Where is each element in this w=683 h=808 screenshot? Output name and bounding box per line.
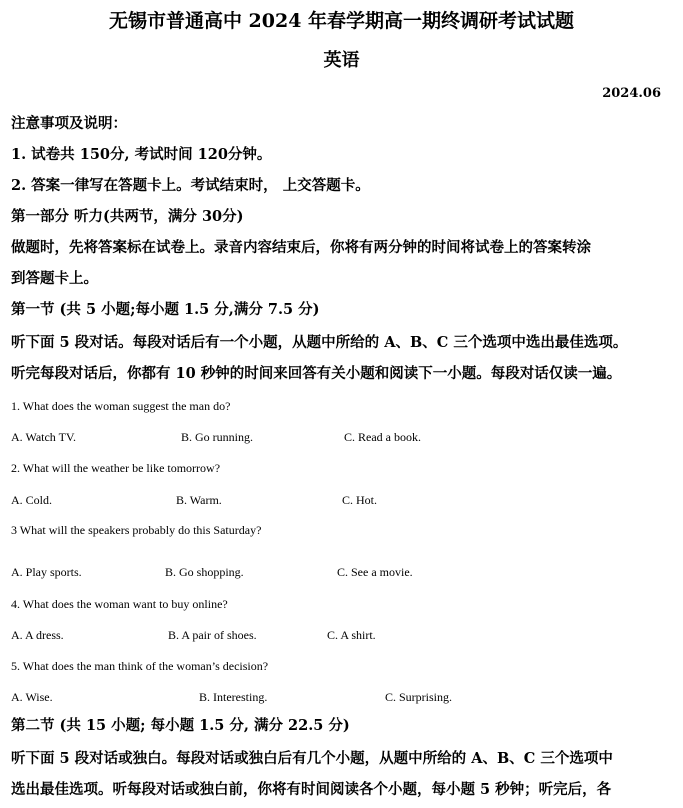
question-3-option-c: C. See a movie.: [337, 565, 413, 579]
notes-heading: 注意事项及说明：: [11, 115, 127, 132]
question-5-option-b: B. Interesting.: [199, 690, 268, 704]
question-5-option-c: C. Surprising.: [385, 690, 453, 704]
question-1-option-a: A. Watch TV.: [11, 430, 77, 444]
question-2-option-a: A. Cold.: [11, 493, 53, 507]
question-3: 3 What will the speakers probably do this Saturday?: [11, 523, 262, 537]
question-4-option-c: C. A shirt.: [327, 628, 376, 642]
question-3-option-a: A. Play sports.: [11, 565, 82, 579]
question-2: 2. What will the weather be like tomorrow?: [11, 461, 221, 475]
subject-title: 英语: [323, 50, 360, 71]
section1-heading: 第一节 (共 5 小题;每小题 1.5 分,满分 7.5 分): [11, 301, 320, 318]
section2-instruction-line-2: 选出最佳选项。听每段对话或独白前，你将有时间阅读各个小题，每小题 5 秒钟；听完后，各: [11, 781, 612, 798]
exam-title: 无锡市普通高中 2024 年春学期高一期终调研考试试题: [108, 10, 575, 32]
note-item-1: 1. 试卷共 150分, 考试时间 120分钟。: [11, 146, 272, 163]
question-4-option-b: B. A pair of shoes.: [168, 628, 257, 642]
question-2-option-b: B. Warm.: [176, 493, 222, 507]
question-3-option-b: B. Go shopping.: [165, 565, 244, 579]
section2-heading: 第二节 (共 15 小题; 每小题 1.5 分, 满分 22.5 分): [11, 717, 350, 734]
question-2-option-c: C. Hot.: [342, 493, 378, 507]
part1-intro-line-1: 做题时，先将答案标在试卷上。录音内容结束后，你将有两分钟的时间将试卷上的答案转涂: [11, 239, 591, 256]
section1-instruction-line-2: 听完每段对话后，你都有 10 秒钟的时间来回答有关小题和阅读下一小题。每段对话仅读一遍。: [11, 365, 622, 382]
question-1-option-c: C. Read a book.: [344, 430, 421, 444]
note-item-2: 2. 答案一律写在答题卡上。考试结束时， 上交答题卡。: [11, 177, 370, 194]
question-4: 4. What does the woman want to buy online?: [11, 597, 228, 611]
question-4-option-a: A. A dress.: [11, 628, 64, 642]
part1-intro-line-2: 到答题卡上。: [11, 270, 98, 287]
question-1: 1. What does the woman suggest the man do?: [11, 399, 231, 413]
section2-instruction-line-1: 听下面 5 段对话或独白。每段对话或独白后有几个小题，从题中所给的 A、B、C 三个选项中: [11, 750, 613, 767]
question-5: 5. What does the man think of the woman’s decision?: [11, 659, 269, 673]
question-1-option-b: B. Go running.: [181, 430, 253, 444]
exam-date: 2024.06: [602, 86, 661, 101]
question-5-option-a: A. Wise.: [11, 690, 53, 704]
section1-instruction-line-1: 听下面 5 段对话。每段对话后有一个小题，从题中所给的 A、B、C 三个选项中选出最佳选项。: [11, 334, 628, 351]
part1-heading: 第一部分 听力(共两节，满分 30分): [11, 208, 244, 225]
